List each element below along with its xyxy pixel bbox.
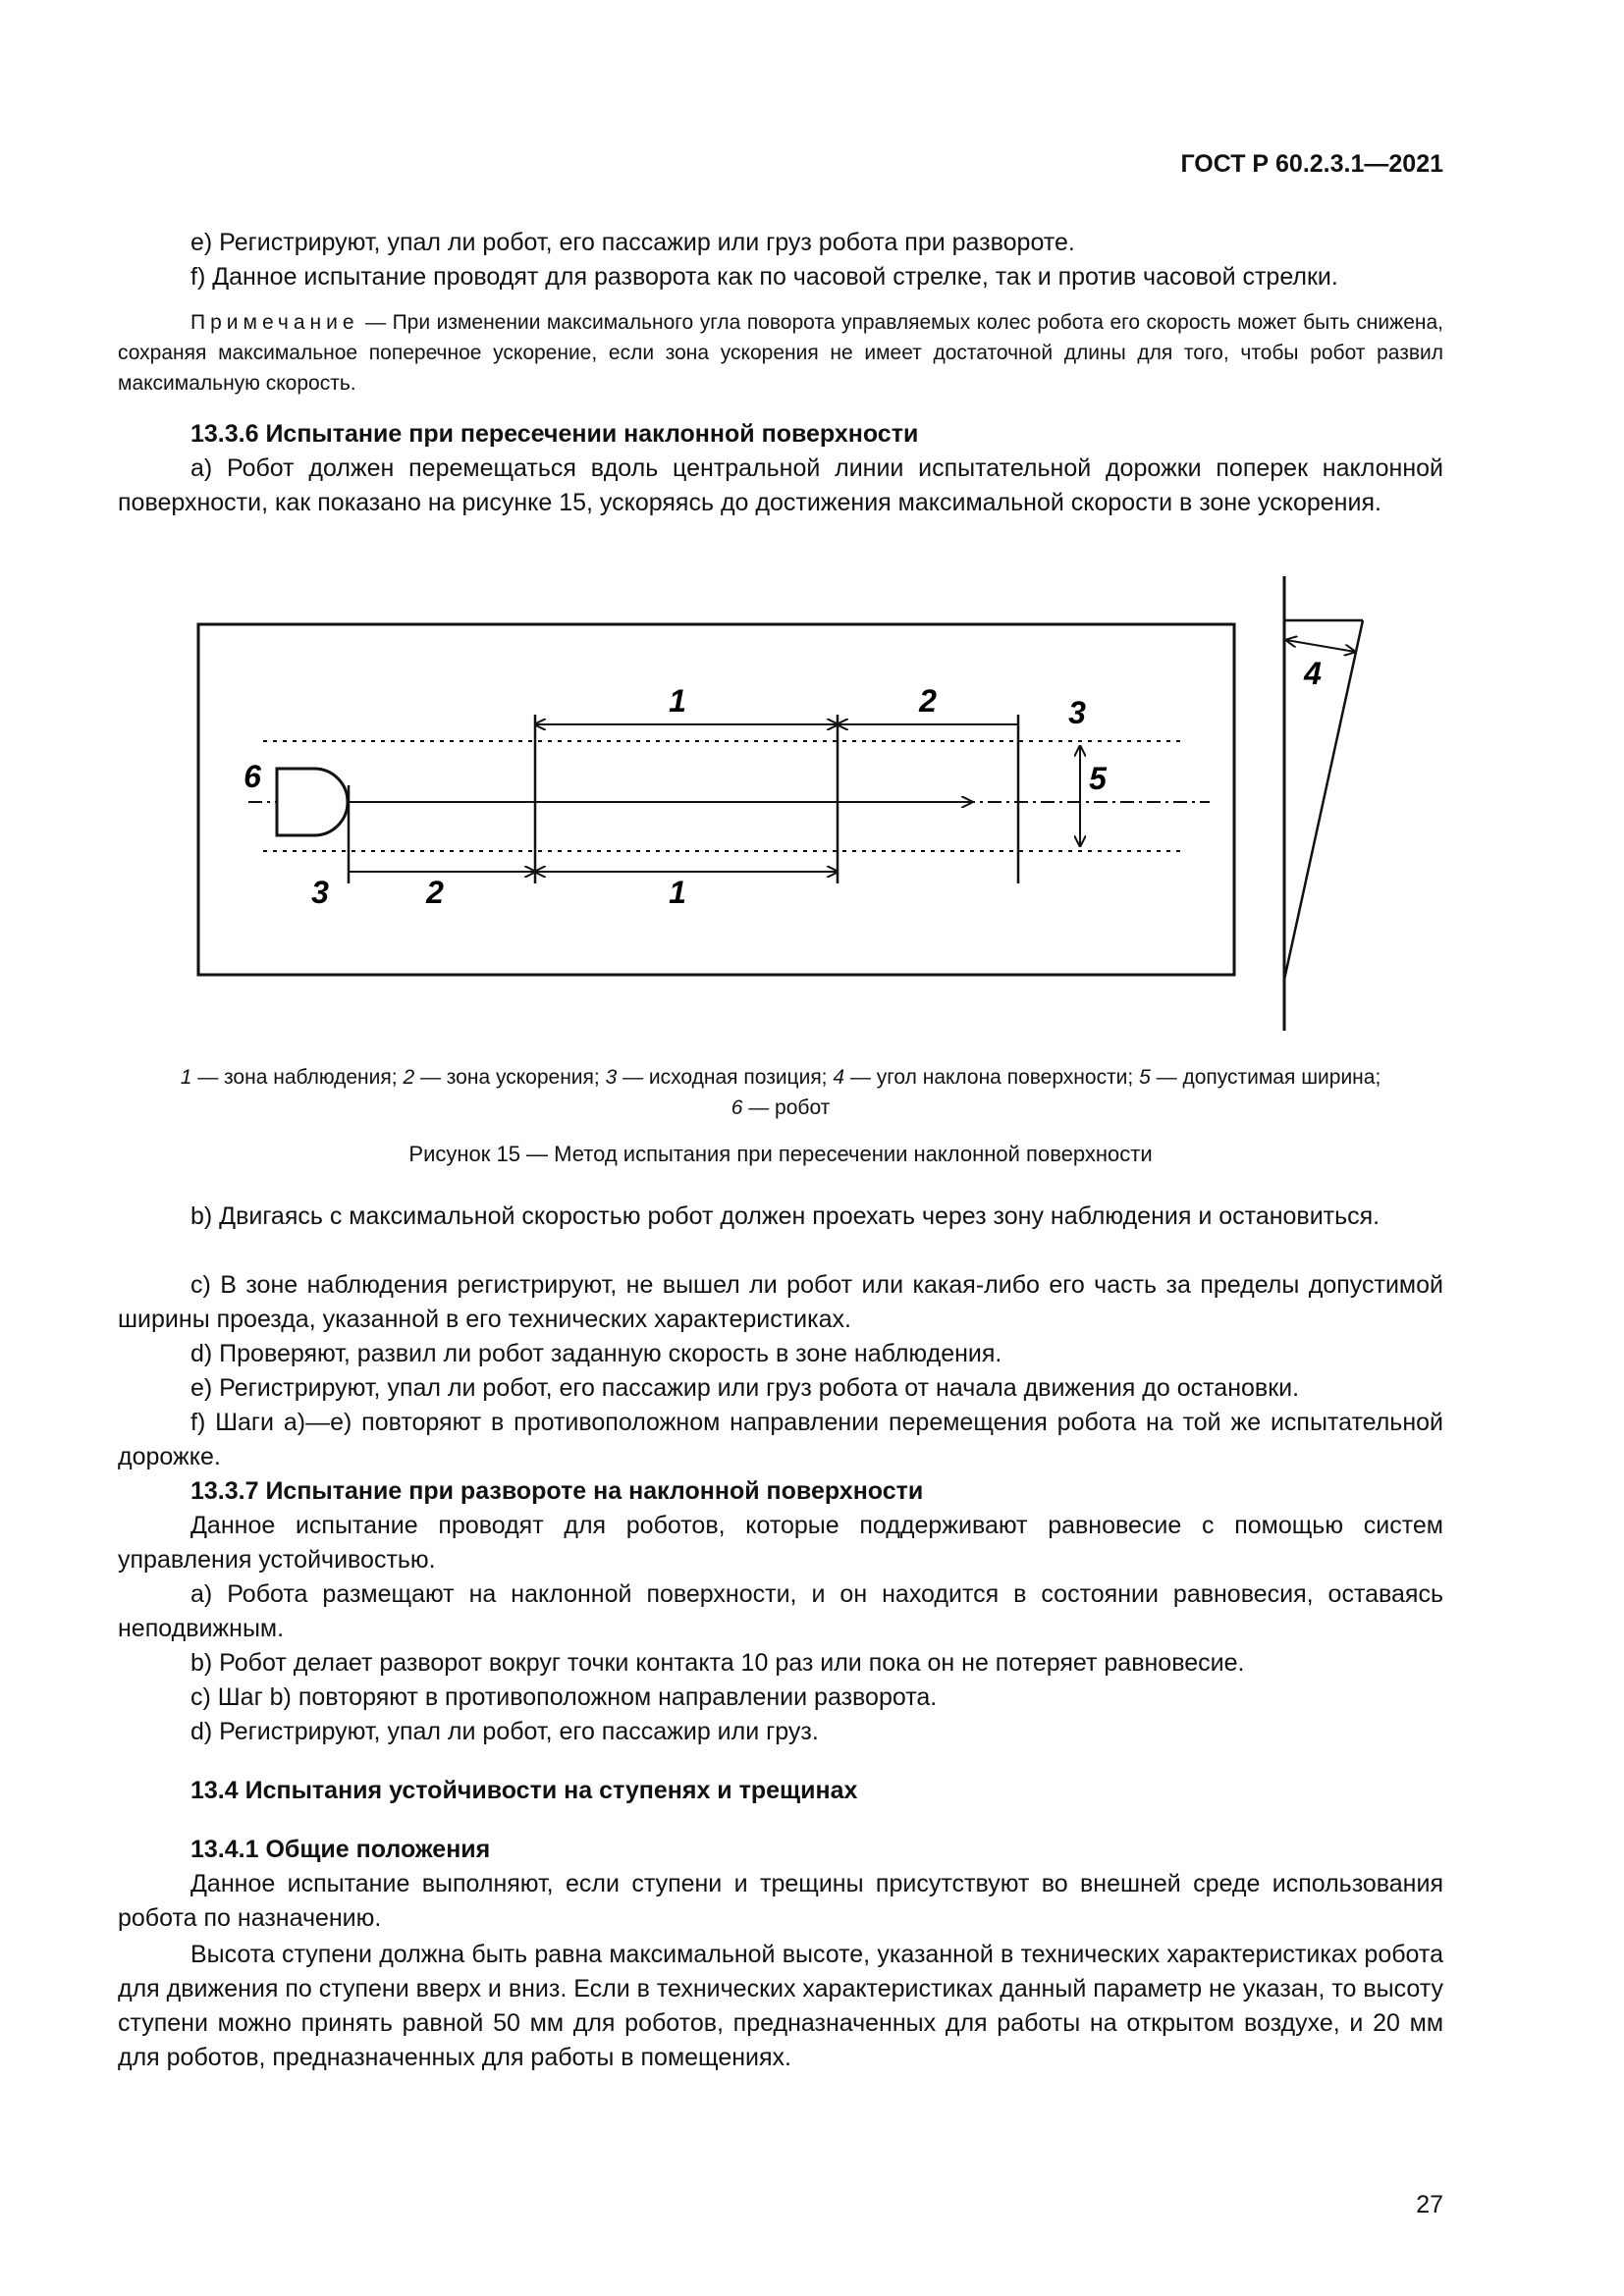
legend-num-4: 4 — [833, 1066, 845, 1089]
label-2-bottom: 2 — [426, 875, 444, 910]
label-2-top: 2 — [919, 683, 937, 719]
section-13-3-7-item-b: b) Робот делает разворот вокруг точки контакта 10 раз или пока он не потеряет равновесие. — [190, 1649, 1245, 1677]
robot-shape — [277, 769, 348, 835]
section-13-3-6-item-e: e) Регистрируют, упал ли робот, его пассажир или груз робота от начала движения до остановки. — [190, 1374, 1300, 1402]
section-13-3-6-item-c: c) В зоне наблюдения регистрируют, не вышел ли робот или какая-либо его часть за пределы допустимой ширины проезда, указанной в его технических характеристиках. — [118, 1271, 1443, 1333]
label-5: 5 — [1089, 761, 1107, 796]
intro-item-f: f) Данное испытание проводят для разворота как по часовой стрелке, так и против часовой стрелки. — [190, 263, 1338, 291]
section-13-3-7-item-c: c) Шаг b) повторяют в противоположном направлении разворота. — [190, 1683, 938, 1711]
note-block — [118, 307, 1443, 399]
section-13-3-7-item-a: а) Робота размещают на наклонной поверхности, и он находится в состоянии равновесия, оставаясь неподвижным. — [118, 1580, 1443, 1642]
legend-text-4: — угол наклона поверхности; — [844, 1066, 1140, 1089]
legend-num-6: 6 — [731, 1096, 743, 1119]
legend-text-6: — робот — [742, 1096, 831, 1119]
label-4: 4 — [1304, 656, 1322, 691]
figure-caption: Рисунок 15 — Метод испытания при пересечении наклонной поверхности — [408, 1142, 1153, 1166]
legend-text-1: — зона наблюдения; — [191, 1066, 404, 1089]
section-13-3-7-heading: 13.3.7 Испытание при развороте на наклонной поверхности — [190, 1477, 924, 1505]
section-13-3-6-heading: 13.3.6 Испытание при пересечении наклонной поверхности — [190, 420, 919, 448]
legend-text-3: — исходная позиция; — [617, 1066, 834, 1089]
document-header: ГОСТ Р 60.2.3.1—2021 — [1180, 150, 1443, 178]
legend-text-5: — допустимая ширина; — [1150, 1066, 1381, 1089]
track-outline — [198, 624, 1234, 975]
label-1-top: 1 — [669, 683, 686, 719]
section-13-3-6-item-a: а) Робот должен перемещаться вдоль центральной линии испытательной дорожки поперек наклонной поверхности, как показано на рисунке 15, ускоряясь до достижения максимальной скорости в зоне ускорения. — [118, 454, 1443, 516]
label-3-top: 3 — [1068, 695, 1086, 730]
section-13-4-1-para-1: Данное испытание выполняют, если ступени и трещины присутствуют во внешней среде использования робота по назначению. — [118, 1870, 1443, 1932]
section-13-3-7-intro: Данное испытание проводят для роботов, которые поддерживают равновесие с помощью систем управления устойчивостью. — [118, 1512, 1443, 1574]
legend-num-2: 2 — [403, 1066, 415, 1089]
section-13-4-1-heading: 13.4.1 Общие положения — [190, 1836, 491, 1863]
note-label: Примечание — [190, 311, 359, 334]
legend-num-1: 1 — [180, 1066, 192, 1089]
section-13-3-6-item-f: f) Шаги а)—e) повторяют в противоположном направлении перемещения робота на той же испытательной дорожке. — [118, 1409, 1443, 1470]
figure-legend — [118, 1062, 1443, 1123]
note-text: — При изменении максимального угла поворота управляемых колес робота его скорость может быть снижена, сохраняя максимальное поперечное ускорение, если зона ускорения не имеет достаточной длины для того, чтобы робот развил максимальную скорость. — [118, 311, 1443, 395]
label-1-bottom: 1 — [669, 875, 686, 910]
legend-num-5: 5 — [1139, 1066, 1151, 1089]
section-13-3-6-item-b: b) Двигаясь с максимальной скоростью робот должен проехать через зону наблюдения и остановиться. — [190, 1202, 1380, 1230]
slope-incline-line — [1284, 620, 1363, 980]
legend-text-2: — зона ускорения; — [414, 1066, 606, 1089]
section-13-3-7-item-d: d) Регистрируют, упал ли робот, его пассажир или груз. — [190, 1718, 819, 1745]
figure-15-diagram — [0, 569, 1624, 1041]
dim-slope-angle — [1286, 640, 1355, 652]
intro-item-e: e) Регистрируют, упал ли робот, его пассажир или груз робота при развороте. — [190, 229, 1075, 256]
legend-num-3: 3 — [605, 1066, 618, 1089]
section-13-4-heading: 13.4 Испытания устойчивости на ступенях и трещинах — [190, 1777, 858, 1804]
section-13-3-6-item-d: d) Проверяют, развил ли робот заданную скорость в зоне наблюдения. — [190, 1340, 1002, 1367]
label-6: 6 — [244, 759, 261, 794]
section-13-4-1-para-2: Высота ступени должна быть равна максимальной высоте, указанной в технических характеристиках робота для движения по ступени вверх и вниз. Если в технических характеристиках данный параметр не указан, то высоту ступени можно принять равной 50 мм для роботов, предназначенных для работы на открытом воздухе, и 20 мм для роботов, предназначенных для работы в помещениях. — [118, 1941, 1444, 2071]
label-3-bottom: 3 — [311, 875, 329, 910]
page-number: 27 — [1416, 2191, 1443, 2218]
